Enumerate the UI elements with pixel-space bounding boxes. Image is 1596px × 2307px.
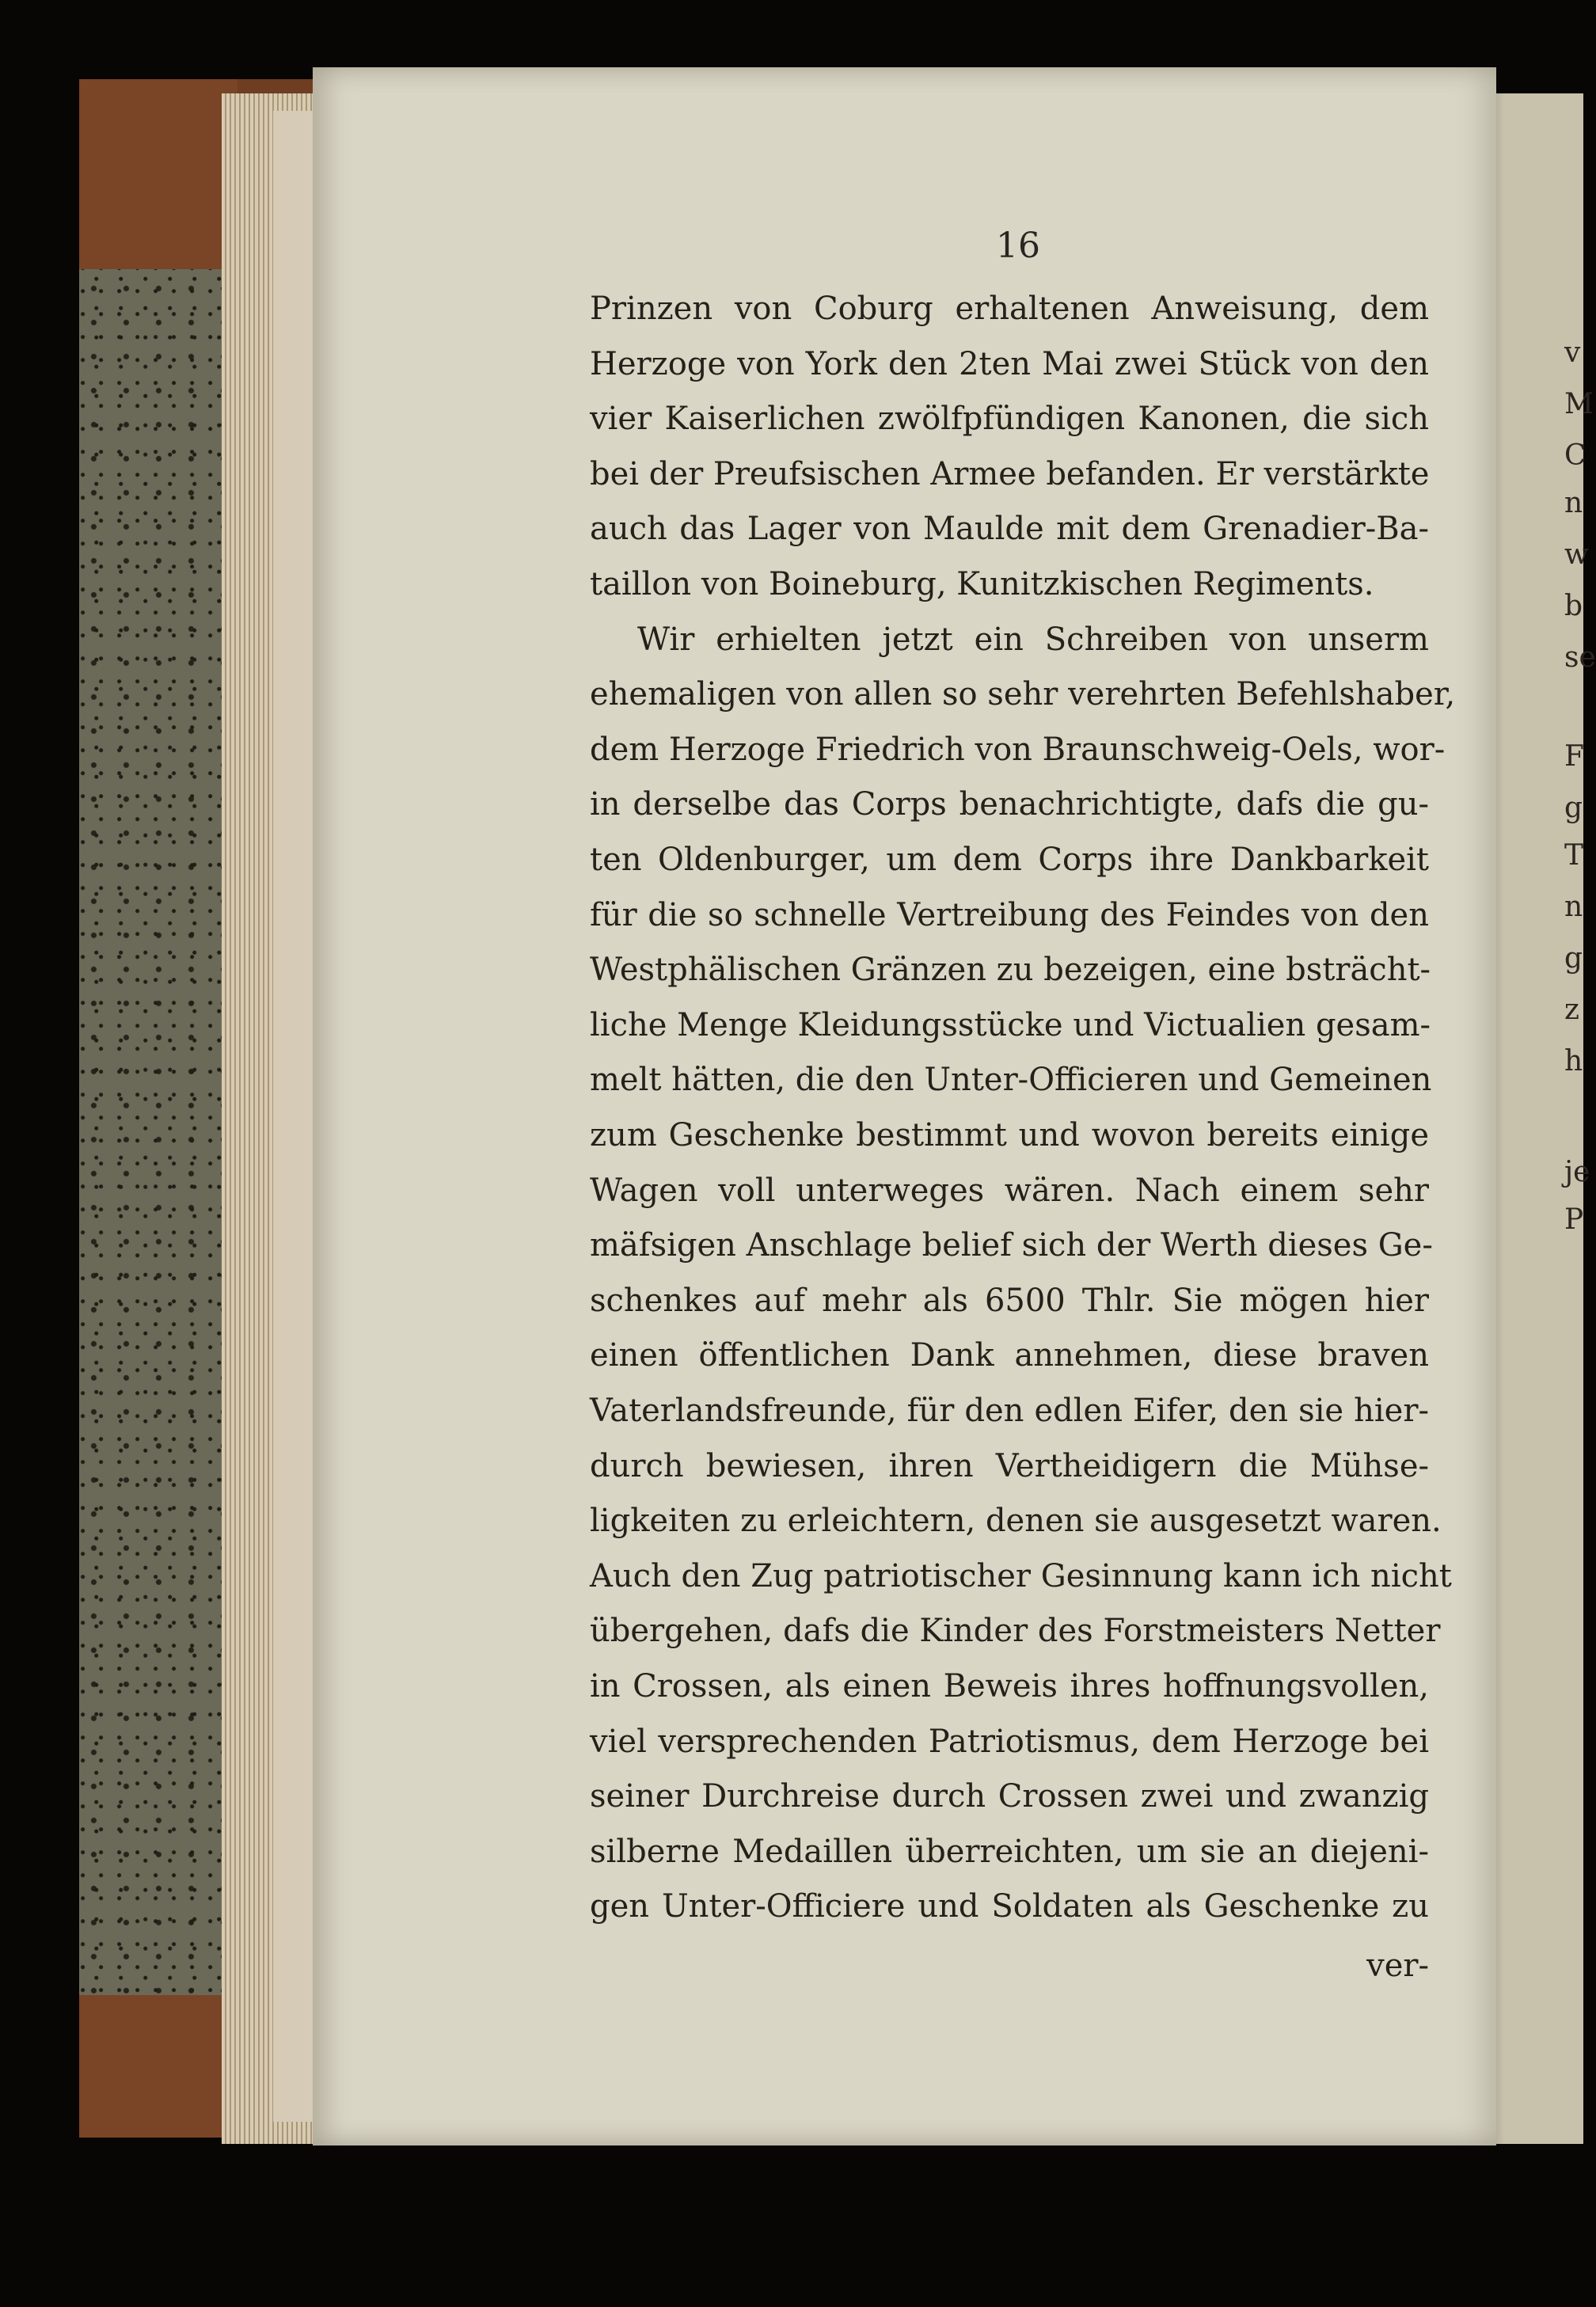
text-line: taillon von Boineburg, Kunitzkischen Regiments. (590, 566, 1374, 602)
text-line: Herzoge von York den 2ten Mai zwei Stück von den (590, 345, 1429, 382)
catchword: ver- (1366, 1948, 1429, 1984)
facing-page-fragment: z (1564, 994, 1579, 1026)
text-line: für die so schnelle Vertreibung des Feindes von den (590, 896, 1429, 933)
text-line: seiner Durchreise durch Crossen zwei und zwanzig (590, 1778, 1429, 1815)
text-line: übergehen, dafs die Kinder des Forstmeisters Netter (590, 1613, 1441, 1650)
facing-page-fragment: se (1564, 641, 1596, 674)
text-line: bei der Preufsischen Armee befanden. Er verstärkte (590, 455, 1430, 492)
page-number: 16 (996, 226, 1040, 266)
facing-page-fragment: b (1564, 590, 1583, 622)
facing-page-fragment: T (1564, 839, 1584, 872)
facing-page-fragment: w (1564, 538, 1589, 571)
text-line: mäfsigen Anschlage belief sich der Werth dieses Ge- (590, 1227, 1433, 1264)
text-line: in Crossen, als einen Beweis ihres hoffnungsvollen, (590, 1668, 1429, 1705)
facing-page-fragment: C (1564, 439, 1586, 472)
text-line: schenkes auf mehr als 6500 Thlr. Sie mögen hier (590, 1282, 1429, 1319)
text-line: Auch den Zug patriotischer Gesinnung kann ich nicht (590, 1557, 1452, 1594)
facing-page-fragment: P (1564, 1203, 1584, 1236)
text-line: Wir erhielten jetzt ein Schreiben von unserm (637, 621, 1429, 658)
facing-page-fragment: g (1564, 942, 1583, 975)
text-line: durch bewiesen, ihren Vertheidigern die Mühse- (590, 1447, 1429, 1484)
text-line: ligkeiten zu erleichtern, denen sie ausgesetzt waren. (590, 1503, 1442, 1540)
text-line: Wagen voll unterweges wären. Nach einem sehr (590, 1172, 1429, 1209)
text-line: vier Kaiserlichen zwölfpfündigen Kanonen, die sich (590, 401, 1429, 438)
facing-page-fragment: n (1564, 891, 1583, 923)
text-line: ehemaligen von allen so sehr verehrten Befehlshaber, (590, 676, 1456, 713)
text-line: gen Unter-Officiere und Soldaten als Geschenke zu (590, 1888, 1429, 1925)
facing-page-fragment: g (1564, 792, 1583, 824)
text-line: zum Geschenke bestimmt und wovon bereits einige (590, 1117, 1429, 1154)
text-line: in derselbe das Corps benachrichtigte, dafs die gu- (590, 786, 1429, 823)
text-line: Prinzen von Coburg erhaltenen Anweisung, dem (590, 291, 1429, 327)
text-line: Vaterlandsfreunde, für den edlen Eifer, den sie hier- (590, 1393, 1429, 1429)
facing-page-fragment: n (1564, 487, 1583, 519)
facing-page-fragment: M (1564, 388, 1594, 420)
text-line: liche Menge Kleidungsstücke und Victualien gesam- (590, 1006, 1431, 1043)
text-line: viel versprechenden Patriotismus, dem Herzoge bei (590, 1723, 1429, 1760)
text-line: melt hätten, die den Unter-Officieren und Gemeinen (590, 1062, 1432, 1099)
facing-page-fragment: je (1564, 1156, 1590, 1188)
text-line: dem Herzoge Friedrich von Braunschweig-Oels, wor- (590, 731, 1446, 768)
text-line: ten Oldenburger, um dem Corps ihre Dankbarkeit (590, 842, 1429, 878)
marbled-cover-paper (79, 261, 238, 2003)
text-line: auch das Lager von Maulde mit dem Grenadier-Ba- (590, 511, 1429, 548)
facing-page-fragment: v (1564, 336, 1581, 369)
facing-page-fragment: F (1564, 740, 1584, 773)
text-line: einen öffentlichen Dank annehmen, diese braven (590, 1337, 1429, 1374)
text-line: Westphälischen Gränzen zu bezeigen, eine bsträcht- (590, 952, 1431, 989)
facing-page-fragment: h (1564, 1045, 1583, 1077)
leather-corner-top (79, 79, 238, 269)
leather-corner-bottom (79, 1995, 238, 2138)
text-line: silberne Medaillen überreichten, um sie an diejeni- (590, 1833, 1429, 1870)
